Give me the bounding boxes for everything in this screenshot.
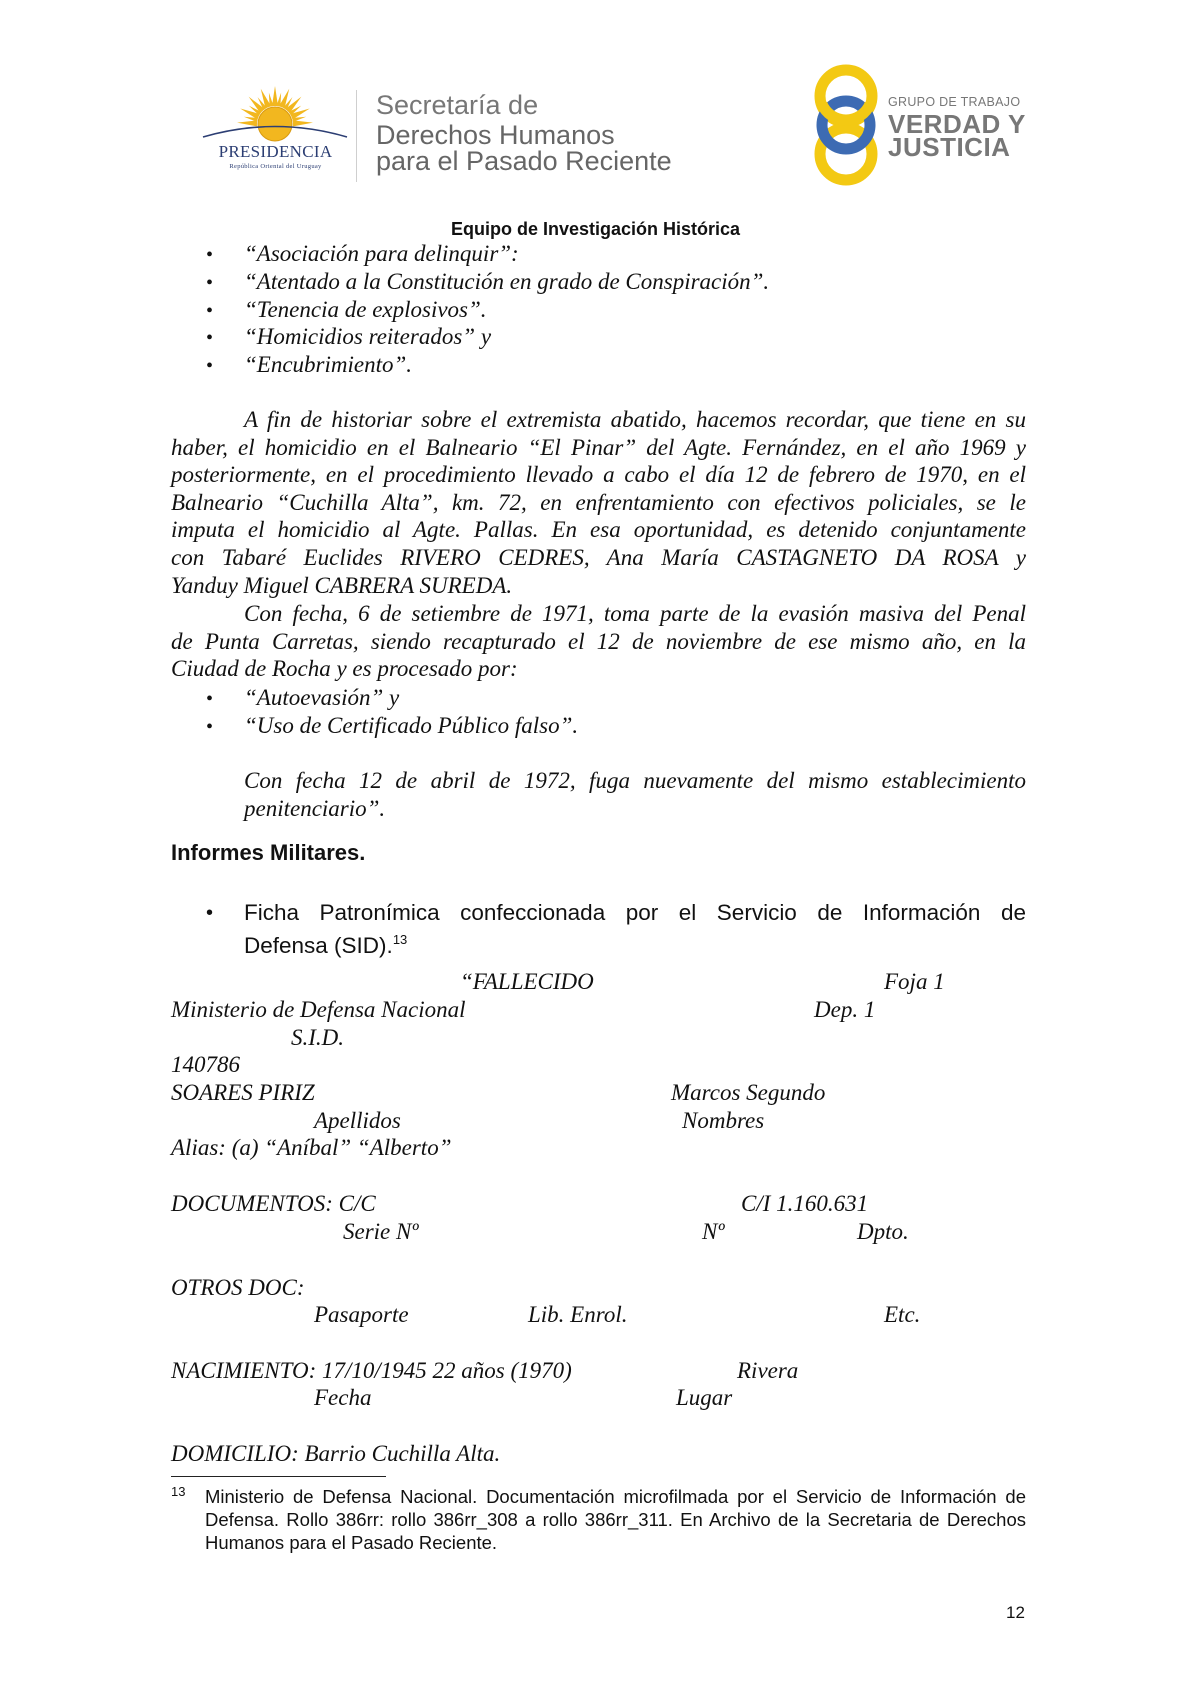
surname-value: SOARES PIRIZ (171, 1080, 315, 1105)
bullet-dot: • (206, 902, 214, 924)
bullet-dot: • (206, 688, 214, 710)
secretaria-title-line-3: para el Pasado Reciente (376, 146, 672, 176)
ci-value: C/I 1.160.631 (741, 1191, 869, 1216)
fecha-label: Fecha (314, 1385, 372, 1410)
bullet-dot: • (206, 327, 214, 349)
documentos-value: DOCUMENTOS: C/C (171, 1191, 376, 1216)
etc-label: Etc. (884, 1302, 921, 1327)
paragraph-line: con Tabaré Euclides RIVERO CEDRES, Ana María CASTAGNETO DA ROSA y (171, 544, 1026, 570)
charge-item: “Homicidios reiterados” y (244, 324, 492, 349)
paragraph-line: de Punta Carretas, siendo recapturado el 12 de noviembre de ese mismo año, en la (171, 628, 1026, 654)
alias-value: Alias: (a) “Aníbal” “Alberto” (171, 1135, 452, 1160)
page-number: 12 (1006, 1603, 1025, 1622)
gtvj-label-line-2: VERDAD Y (888, 109, 1026, 139)
number-label: Nº (702, 1219, 725, 1244)
bullet-dot: • (206, 244, 214, 266)
bullet-dot: • (206, 272, 214, 294)
footnote-separator (171, 1476, 386, 1477)
foja-label: Foja 1 (884, 969, 945, 994)
dep-label: Dep. 1 (814, 997, 876, 1022)
footnote-text: Ministerio de Defensa Nacional. Documentación microfilmada por el Servicio de Información de Defensa. Rollo 386rr: rollo 386rr_308 a rollo 386rr_311. En Archivo de la Secretaria de Derechos Humanos para el Pasado Reciente. (205, 1486, 1026, 1553)
header-divider (356, 90, 357, 182)
bullet-dot: • (206, 355, 214, 377)
pasaporte-label: Pasaporte (314, 1302, 409, 1327)
section-heading: Informes Militares. (171, 840, 366, 865)
paragraph-history (171, 406, 1026, 599)
otros-doc-label: OTROS DOC: (171, 1275, 305, 1300)
record-number: 140786 (171, 1052, 240, 1077)
paragraph-line: Ciudad de Rocha y es procesado por: (171, 656, 518, 682)
paragraph-line: Con fecha, 6 de setiembre de 1971, toma parte de la evasión masiva del Penal (244, 601, 1026, 626)
bullet-dot: • (206, 300, 214, 322)
gtvj-label-line-3: JUSTICIA (888, 132, 1011, 162)
nacimiento-value: NACIMIENTO: 17/10/1945 22 años (1970) (171, 1358, 572, 1383)
charge-item: “Autoevasión” y (244, 685, 400, 710)
names-label: Nombres (682, 1108, 765, 1133)
birthplace-value: Rivera (737, 1358, 799, 1383)
paragraph-line: penitenciario”. (244, 795, 386, 821)
charge-item: “Atentado a la Constitución en grado de Conspiración”. (244, 269, 770, 294)
sid-label: S.I.D. (291, 1025, 345, 1050)
bullet-dot: • (206, 716, 214, 738)
paragraph-line: Yanduy Miguel CABRERA SUREDA. (171, 572, 513, 598)
paragraph-line: imputa el homicidio al Agte. Pallas. En esa oportunidad, es detenido conjuntamente (171, 517, 1026, 543)
dpto-label: Dpto. (857, 1219, 909, 1244)
paragraph-line: Con fecha 12 de abril de 1972, fuga nuevamente del mismo establecimiento (244, 768, 1026, 793)
sid-item-line: Ficha Patronímica confeccionada por el Servicio de Información de (244, 900, 1026, 925)
paragraph-line: A fin de historiar sobre el extremista abatido, hacemos recordar, que tiene en su (244, 407, 1026, 432)
charge-item: “Uso de Certificado Público falso”. (244, 713, 579, 738)
footnote-reference: 13 (392, 932, 408, 947)
presidencia-name: PRESIDENCIA (218, 142, 333, 161)
surname-label: Apellidos (314, 1108, 401, 1133)
gtvj-label-line-1: GRUPO DE TRABAJO (888, 95, 1021, 109)
ministerio-label: Ministerio de Defensa Nacional (171, 997, 466, 1022)
status-fallecido: “FALLECIDO (460, 969, 594, 994)
charge-item: “Asociación para delinquir”: (244, 241, 519, 266)
charge-item: “Encubrimiento”. (244, 352, 413, 377)
secretaria-title-line-1: Secretaría de (376, 90, 539, 120)
charge-item: “Tenencia de explosivos”. (244, 297, 487, 322)
paragraph-line: haber, el homicidio en el Balneario “El Pinar” del Agte. Fernández, en el año 1969 y (171, 434, 1026, 460)
footnote-number: 13 (171, 1484, 186, 1499)
sid-item-line: Defensa (SID). (244, 933, 393, 958)
given-names-value: Marcos Segundo (671, 1080, 826, 1105)
secretaria-title-line-2: Derechos Humanos (376, 120, 615, 150)
presidencia-subtitle: República Oriental del Uruguay (229, 163, 322, 170)
paragraph-escape (171, 600, 1026, 683)
team-title: Equipo de Investigación Histórica (450, 219, 741, 239)
paragraph-second-escape (244, 767, 1026, 822)
paragraph-line: posteriormente, en el procedimiento llevado a cabo el día 12 de febrero de 1970, en el (171, 462, 1026, 488)
sid-item (244, 899, 1026, 959)
domicilio-value: DOMICILIO: Barrio Cuchilla Alta. (171, 1441, 501, 1466)
serie-label: Serie Nº (343, 1219, 419, 1244)
lugar-label: Lugar (676, 1385, 733, 1410)
lib-enrol-label: Lib. Enrol. (528, 1302, 628, 1327)
paragraph-line: Balneario “Cuchilla Alta”, km. 72, en enfrentamiento con efectivos policiales, se le (171, 489, 1026, 515)
